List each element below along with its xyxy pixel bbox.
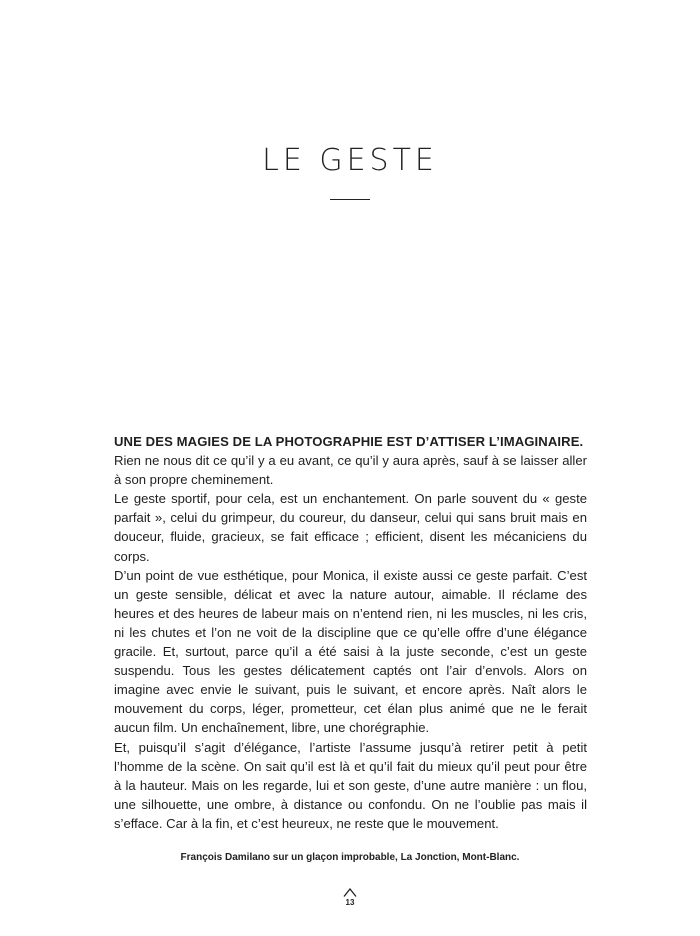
paragraph-4: Et, puisqu’il s’agit d’élégance, l’artiste l’assume jusqu’à retirer petit à petit l’homme de la scène. On sait qu’il est là et qu’il fait du mieux qu’il peut pour être à la hauteur. Mais on les regarde, lui et son geste, d’une autre manière : un flou, une silhouette, une ombre, à distance ou confondu. On ne l’oublie pas mais il s’efface. Car à la fin, et c’est heureux, ne reste que le mouvement. [114, 739, 587, 831]
photo-caption: François Damilano sur un glaçon improbable, La Jonction, Mont-Blanc. [180, 852, 520, 863]
paragraph-3: D’un point de vue esthétique, pour Monica, il existe aussi ce geste parfait. C’est un geste sensible, délicat et avec la nature autour, aimable. Il réclame des heures et des heures de labeur mais on n’entend rien, ni les muscles, ni les cris, ni les chutes et l’on ne voit de la discipline que ce qu’elle offre d’une élégance gracile. Et, surtout, parce qu’il a été saisi à la juste seconde, c’est un geste suspendu. Tous les gestes délicatement captés ont l’air d’envols. Alors on imagine avec envie le suivant, puis le suivant, et encore après. Naît alors le mouvement du corps, léger, prometteur, cet élan plus animé que ne le ferait aucun film. Un enchaînement, libre, une chorégraphie. [114, 567, 587, 736]
mountain-icon [343, 888, 357, 897]
lead-paragraph: UNE DES MAGIES DE LA PHOTOGRAPHIE EST D’ATTISER L’IMAGINAIRE. [114, 434, 584, 449]
page-number: 13 [345, 898, 355, 907]
article-body [114, 432, 587, 833]
paragraph-2: Le geste sportif, pour cela, est un enchantement. On parle souvent du « geste parfait », celui du grimpeur, du coureur, du danseur, celui qui sans bruit mais en douceur, fluide, gracieux, se fait efficace ; efficient, disent les mécaniciens du corps. [114, 491, 587, 564]
page-title: LE GESTE [262, 143, 438, 178]
title-underline [330, 199, 370, 200]
page-folio [339, 888, 361, 907]
paragraph-1: Rien ne nous dit ce qu’il y a eu avant, ce qu’il y aura après, sauf à se laisser aller à son propre cheminement. [114, 453, 587, 488]
